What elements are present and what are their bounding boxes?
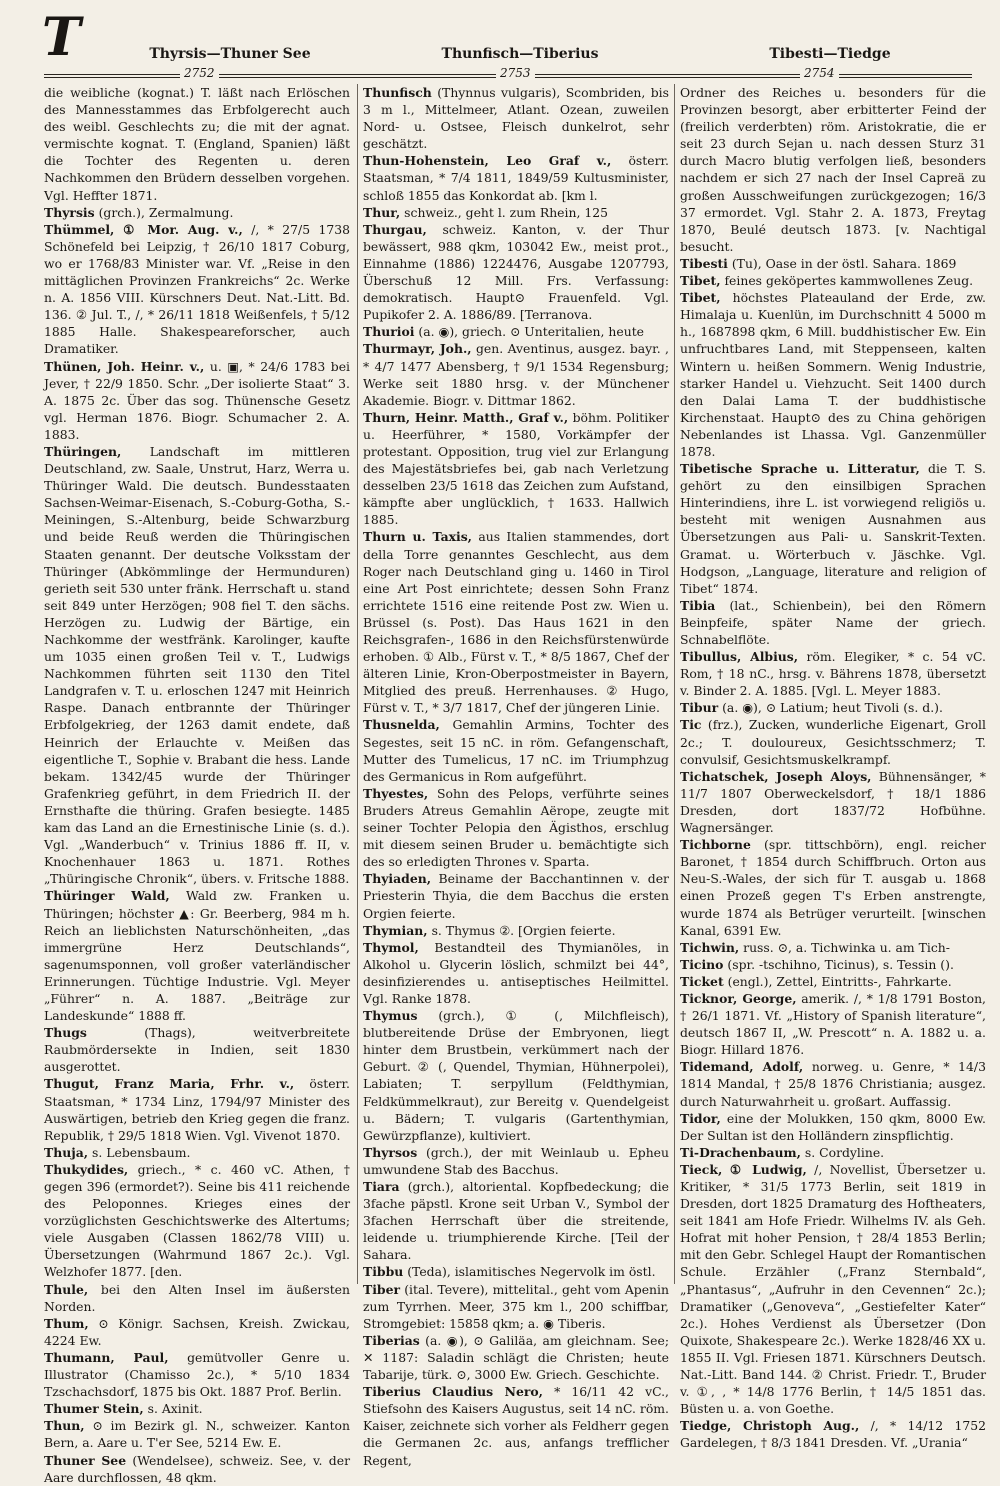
entry-headword: Thum, bbox=[44, 1315, 89, 1331]
text-column-right bbox=[680, 84, 986, 1451]
text-column-left bbox=[44, 84, 350, 1485]
entry-headword: Thuner See bbox=[44, 1452, 127, 1468]
page-number-center: 2753 bbox=[496, 66, 535, 80]
running-head-right: Tibesti—Tiedge bbox=[769, 46, 891, 62]
entry-headword: Thun, bbox=[44, 1418, 85, 1434]
dictionary-entry bbox=[680, 255, 986, 272]
entry-text: (grch.), der mit Weinlaub u. Epheu umwundene Stab des Bacchus. bbox=[363, 1144, 669, 1177]
entry-text: Landschaft im mittleren Deutschland, zw. Saale, Unstrut, Harz, Werra u. Thüringer Wald. Die deutsch. Bundesstaaten Sachsen-Weimar-Eisenach, S.-Coburg-Gotha, S.-Meiningen, S.-Altenburg, beide Schwarzburg und beide Reuß werden die Thüringischen Staaten genannt. Der deutsche Volksstam der Thüringer (Abkömmlinge der Hermunduren) gerieth seit 530 unter fränk. Herrschaft u. stand seit 849 unter Herzögen; 908 fiel T. den sächs. Herzögen zu. Ludwig der Bärtige, ein Nachkomme der westfränk. Karolinger, kaufte um 1035 einen großen Teil v. T., Ludwigs Nachkommen führten seit 1130 den Titel Landgrafen v. T. u. erloschen 1247 mit Heinrich Raspe. Danach entbrannte der Thüringer Erbfolgekrieg, der 1263 damit endete, daß Heinrich der Erlauchte v. Meißen das eigentliche T., Sophie v. Brabant die hess. Lande bekam. 1342/45 wurde der Thüringer Grafenkrieg geführt, in dem Friedrich II. der Ernsthafte die thüring. Grafen besiegte. 1485 kam das Land an die Ernestinische Linie (s. d.). Vgl. „Wanderbuch“ v. Trinius 1886 ff. II, v. Knochenhauer 1863 u. 1871. Rothes „Thüringische Chronik“, übers. v. Fritsche 1888. bbox=[44, 443, 350, 887]
entry-text: Gemahlin Armins, Tochter des Segestes, seit 15 nC. in röm. Gefangenschaft, Mutter des Tumelicus, 17 nC. im Triumphzug des Germanicus in Rom aufgeführt. bbox=[363, 717, 669, 784]
entry-text: (frz.), Zucken, wunderliche Eigenart, Groll 2c.; T. douloureux, Gesichtsschmerz; T. convulsif, Gesichtsmuskelkrampf. bbox=[680, 717, 986, 767]
entry-text: ⊙ Königr. Sachsen, Kreish. Zwickau, 4224 Ew. bbox=[44, 1315, 350, 1348]
entry-headword: Ticknor, George, bbox=[680, 990, 797, 1006]
entry-text: russ. ⊙, a. Tichwinka u. am Tich- bbox=[743, 939, 950, 955]
entry-text: (a. ◉), griech. ⊙ Unteritalien, heute bbox=[418, 324, 645, 340]
entry-headword: Tibia bbox=[680, 597, 716, 613]
dictionary-entry bbox=[44, 443, 350, 887]
dictionary-entry bbox=[363, 870, 669, 921]
dictionary-entry bbox=[680, 289, 986, 460]
entry-headword: Thymus bbox=[363, 1008, 418, 1024]
entry-text: /, * 14/12 1752 Gardelegen, † 8/3 1841 Dresden. Vf. „Urania“ bbox=[680, 1418, 986, 1451]
entry-headword: Thurmayr, Joh., bbox=[363, 341, 472, 357]
dictionary-entry bbox=[680, 1058, 986, 1109]
entry-headword: Thuja, bbox=[44, 1144, 89, 1160]
page-number-right: 2754 bbox=[800, 66, 839, 80]
dictionary-entry bbox=[680, 597, 986, 648]
entry-headword: Tieck, ① Ludwig, bbox=[680, 1161, 807, 1177]
dictionary-entry bbox=[363, 1263, 669, 1280]
dictionary-entry bbox=[680, 1144, 986, 1161]
dictionary-entry bbox=[44, 1400, 350, 1417]
dictionary-entry bbox=[680, 836, 986, 939]
entry-headword: Thule, bbox=[44, 1281, 89, 1297]
entry-headword: Thyestes, bbox=[363, 785, 429, 801]
dictionary-entry bbox=[680, 1161, 986, 1417]
dictionary-entry bbox=[363, 84, 669, 152]
entry-text: /, Novellist, Übersetzer u. Kritiker, * 31/5 1773 Berlin, seit 1819 in Dresden, dort 1825 Dramaturg des Hoftheaters, seit 1841 am Hofe Friedr. Wilhelms IV. als Geh. Hofrat mit hoher Pension, † 28/4 1853 Berlin; mit den Gebr. Schlegel Haupt der Romantischen Schule. Erzähler („Franz Sternbald“, „Phantasus“, „Aufruhr in den Cevennen“ 2c.); Dramatiker („Genoveva“, „Gestiefelter Kater“ 2c.). Hohes Verdienst als Übersetzer (Don Quixote, Shakespeare 2c.). Werke 1828/46 XX u. 1855 II. Vgl. Friesen 1871. Kürschners Deutsch. Nat.-Litt. Band 144. ② Christ. Friedr. T., Bruder v. ①, , * 14/8 1776 Berlin, † 14/5 1851 das. Büsten u. a. von Goethe. bbox=[680, 1161, 986, 1417]
dictionary-entry bbox=[680, 648, 986, 699]
entry-text: s. Cordyline. bbox=[804, 1144, 885, 1160]
entry-headword: Thymol, bbox=[363, 939, 419, 955]
dictionary-entry bbox=[44, 358, 350, 443]
running-head-center: Thunfisch—Tiberius bbox=[441, 46, 599, 62]
dictionary-entry bbox=[363, 221, 669, 324]
entry-headword: Ticket bbox=[680, 973, 724, 989]
entry-text: (engl.), Zettel, Eintritts-, Fahrkarte. bbox=[727, 973, 952, 989]
entry-headword: Tibur bbox=[680, 700, 719, 716]
entry-headword: Tibesti bbox=[680, 255, 728, 271]
entry-headword: Thugut, Franz Maria, Frhr. v., bbox=[44, 1076, 295, 1092]
entry-text: Wald zw. Franken u. Thüringen; höchster ▲: Gr. Beerberg, 984 m h. Reich an lieblichsten Naturschönheiten, „das immergrüne Herz Deutschlands“, sagenumsponnen, voll großer vaterländischer Erinnerungen. Tüchtige Industrie. Vgl. Meyer „Führer“ n. A. 1887. „Beiträge zur Landeskunde“ 1888 ff. bbox=[44, 888, 350, 1024]
text-column-center bbox=[363, 84, 669, 1468]
entry-text: * 16/11 42 vC., Stiefsohn des Kaisers Augustus, seit 14 nC. röm. Kaiser, zeichnete sich vorher als Feldherr gegen die Germanen 2c. aus, anfangs trefflicher Regent, bbox=[363, 1384, 669, 1468]
dictionary-entry bbox=[44, 84, 350, 204]
dictionary-entry bbox=[680, 768, 986, 836]
dictionary-entry bbox=[363, 340, 669, 408]
entry-headword: Thyiaden, bbox=[363, 871, 432, 887]
entry-headword: Thurn, Heinr. Matth., Graf v., bbox=[363, 409, 569, 425]
entry-text: bei den Alten Insel im äußersten Norden. bbox=[44, 1281, 350, 1314]
entry-headword: Thyrsos bbox=[363, 1144, 418, 1160]
entry-text: österr. Staatsman, * 7/4 1811, 1849/59 Kultusminister, schloß 1855 das Konkordat ab. [km l. bbox=[363, 153, 669, 203]
entry-text: (Teda), islamitisches Negervolk im östl. bbox=[407, 1264, 656, 1280]
dictionary-entry bbox=[44, 1452, 350, 1486]
entry-text: (Thynnus vulgaris), Scombriden, bis 3 m l., Mittelmeer, Atlant. Ozean, zuweilen Nord- u. Ostsee, Fleisch dunkelrot, sehr geschätzt. bbox=[363, 85, 669, 152]
dictionary-entry bbox=[363, 1383, 669, 1468]
entry-headword: Thüringer Wald, bbox=[44, 888, 170, 904]
dictionary-entry bbox=[363, 1332, 669, 1383]
entry-text: aus Italien stammendes, dort della Torre genanntes Geschlecht, aus dem Roger nach Deutschland ging u. 1460 in Tirol eine Art Post einrichtete; dessen Sohn Franz errichtete 1516 eine reitende Post zw. Wien u. Brüssel (s. Post). Das Haus 1621 in den Reichsgrafen-, 1686 in den Reichsfürstenwürde erhoben. ① Alb., Fürst v. T., * 8/5 1867, Chef der älteren Linie, Kron-Oberpostmeister in Bayern, Mitglied des preuß. Herrenhauses. ② Hugo, Fürst v. T., * 3/7 1817, Chef der jüngeren Linie. bbox=[363, 529, 669, 716]
entry-text: s. Lebensbaum. bbox=[92, 1144, 191, 1160]
entry-headword: Tibbu bbox=[363, 1264, 404, 1280]
dictionary-entry bbox=[680, 272, 986, 289]
entry-text: s. Thymus ②. [Orgien feierte. bbox=[431, 922, 616, 938]
entry-text: u. ▣, * 24/6 1783 bei Jever, † 22/9 1850. Schr. „Der isolierte Staat“ 3. A. 1875 2c. Über das sog. Thünensche Gesetz vgl. Herman 1876. Biogr. Schumacher 2. A. 1883. bbox=[44, 358, 350, 442]
entry-headword: Thünen, Joh. Heinr. v., bbox=[44, 358, 205, 374]
dictionary-entry bbox=[363, 1281, 669, 1332]
entry-text: ⊙ im Bezirk gl. N., schweizer. Kanton Bern, a. Aare u. T'er See, 5214 Ew. E. bbox=[44, 1418, 350, 1451]
entry-headword: Tiedge, Christoph Aug., bbox=[680, 1418, 860, 1434]
dictionary-entry bbox=[680, 716, 986, 767]
entry-text: Sohn des Pelops, verführte seines Bruders Atreus Gemahlin Aërope, zeugte mit seiner Tochter Pelopia den Ägisthos, erschlug mit diesem seinen Bruder u. bemächtigte sich des so erledigten Thrones v. Sparta. bbox=[363, 785, 669, 870]
entry-headword: Tibet, bbox=[680, 290, 721, 306]
entry-text: Ordner des Reiches u. besonders für die Provinzen besorgt, aber erbitterter Feind der (freilich verderbten) röm. Aristokratie, die er seit 23 durch Sejan u. nach dessen Sturz 31 durch Macro blutig verfolgen ließ, besonders nachdem er sich 27 nach der Insel Capreä zu großen Ausschweifungen zurückgezogen; 16/3 37 ermordet. Vgl. Stahr 2. A. 1873, Freytag 1870, Beulé deutsch 1873. [v. Nachtigal besucht. bbox=[680, 85, 986, 254]
dictionary-entry bbox=[363, 716, 669, 784]
entry-text: (a. ◉), ⊙ Galiläa, am gleichnam. See; ✕ 1187: Saladin schlägt die Christen; heute Tabarije, türk. ⊙, 3000 Ew. Griech. Geschichte. bbox=[363, 1332, 669, 1383]
entry-text: österr. Staatsman, * 1734 Linz, 1794/97 Minister des Auswärtigen, betrieb den Krieg gegen die franz. Republik, † 29/5 1818 Wien. Vgl. Vivenot 1870. bbox=[44, 1076, 350, 1143]
column-divider bbox=[674, 84, 675, 1284]
dictionary-entry bbox=[680, 939, 986, 956]
entry-headword: Tic bbox=[680, 717, 702, 733]
entry-text: feines geköpertes kammwollenes Zeug. bbox=[724, 273, 974, 289]
entry-text: (a. ◉), ⊙ Latium; heut Tivoli (s. d.). bbox=[722, 700, 943, 716]
entry-text: norweg. u. Genre, * 14/3 1814 Mandal, † 25/8 1876 Christiania; ausgez. durch Naturwahrheit u. großart. Auffassig. bbox=[680, 1059, 986, 1109]
entry-text: (grch.), Zermalmung. bbox=[98, 204, 234, 220]
entry-headword: Ticino bbox=[680, 956, 724, 972]
entry-text: gen. Aventinus, ausgez. bayr. , * 4/7 1477 Abensberg, † 9/1 1534 Regensburg; Werke seit 1880 hrsg. v. der Münchener Akademie. Biogr. v. Dittmar 1862. bbox=[363, 341, 669, 408]
entry-headword: Tiberias bbox=[363, 1332, 420, 1348]
entry-headword: Thukydides, bbox=[44, 1161, 129, 1177]
page-number-left: 2752 bbox=[180, 66, 219, 80]
entry-headword: Tibet, bbox=[680, 273, 721, 289]
column-divider bbox=[357, 84, 358, 1284]
entry-headword: Thurn u. Taxis, bbox=[363, 529, 472, 545]
entry-headword: Ti-Drachenbaum, bbox=[680, 1144, 801, 1160]
entry-text: (spr. -tschihno, Ticinus), s. Tessin (). bbox=[727, 956, 954, 972]
entry-headword: Thyrsis bbox=[44, 204, 95, 220]
entry-text: eine der Molukken, 150 qkm, 8000 Ew. Der Sultan ist den Holländern zinspflichtig. bbox=[680, 1110, 986, 1143]
entry-headword: Thumann, Paul, bbox=[44, 1349, 169, 1365]
entry-text: (spr. tittschbörn), engl. reicher Baronet, † 1854 durch Schiffbruch. Orton aus Neu-S.-Wales, der sich für T. ausgab u. 1868 einen Prozeß gegen T's Erben anstrengte, wurde 1874 als Betrüger verurteilt. [winschen Kanal, 6391 Ew. bbox=[680, 837, 986, 938]
entry-text: Beiname der Bacchantinnen v. der Priesterin Thyia, die dem Bacchus die ersten Orgien feierte. bbox=[363, 871, 669, 921]
entry-text: (grch.), altoriental. Kopfbedeckung; die 3fache päpstl. Krone seit Urban V., Symbol der 3fachen Herrschaft über die streitende, leidende u. triumphierende Kirche. [Teil der Sahara. bbox=[363, 1179, 669, 1263]
entry-headword: Thusnelda, bbox=[363, 717, 440, 733]
dictionary-entry bbox=[363, 1144, 669, 1178]
entry-headword: Thümmel, ① Mor. Aug. v., bbox=[44, 221, 243, 237]
entry-headword: Thugs bbox=[44, 1025, 87, 1041]
entry-text: die weibliche (kognat.) T. läßt nach Erlöschen des Mannesstammes das Erbfolgerecht auch des weibl. Geschlechts zu; die mit der agnat. vermischte kognat. T. (England, Spanien) läßt die Tochter des Regenten u. deren Nachkommen den Brüdern desselben vorgehen. Vgl. Heffter 1871. bbox=[44, 85, 350, 203]
dictionary-entry bbox=[680, 84, 986, 255]
dictionary-entry bbox=[44, 1315, 350, 1349]
entry-text: schweiz., geht l. zum Rhein, 125 bbox=[404, 204, 608, 220]
entry-text: (Tu), Oase in der östl. Sahara. 1869 bbox=[731, 255, 957, 271]
entry-text: (Thags), weitverbreitete Raubmördersekte in Indien, seit 1830 ausgerottet. bbox=[44, 1025, 350, 1075]
dictionary-entry bbox=[680, 1110, 986, 1144]
dictionary-entry bbox=[363, 323, 669, 340]
entry-headword: Tiara bbox=[363, 1179, 400, 1194]
entry-text: (Wendelsee), schweiz. See, v. der Aare durchflossen, 48 qkm. bbox=[44, 1452, 350, 1485]
entry-text: (ital. Tevere), mittelital., geht vom Apenin zum Tyrrhen. Meer, 375 km l., 200 schiffbar, Stromgebiet: 15858 qkm; a. ◉ Tiberis. bbox=[363, 1281, 669, 1331]
dictionary-entry bbox=[680, 973, 986, 990]
entry-headword: Thur, bbox=[363, 204, 401, 220]
dictionary-entry bbox=[44, 1161, 350, 1281]
dictionary-entry bbox=[680, 990, 986, 1058]
dictionary-entry bbox=[363, 1007, 669, 1144]
page-number-row bbox=[0, 66, 1000, 80]
dictionary-entry bbox=[680, 1417, 986, 1451]
entry-headword: Tiberius Claudius Nero, bbox=[363, 1384, 543, 1400]
entry-headword: Thunfisch bbox=[363, 85, 432, 100]
entry-text: Bestandteil des Thymianöles, in Alkohol u. Glycerin löslich, schmilzt bei 44°, desinfizierendes u. antiseptisches Heilmittel. Vgl. Ranke 1878. bbox=[363, 939, 669, 1006]
entry-text: schweiz. Kanton, v. der Thur bewässert, 988 qkm, 103042 Ew., meist prot., Einnahme (1886) 1224476, Ausgabe 1207793, Überschuß 12 Mill. Frs. Verfassung: demokratisch. Haupt⊙ Frauenfeld. Vgl. Pupikofer 2. A. 1886/89. [Terranova. bbox=[363, 221, 669, 323]
entry-headword: Thurgau, bbox=[363, 221, 427, 237]
dictionary-entry bbox=[44, 887, 350, 1024]
page-section-letter: T bbox=[42, 7, 81, 68]
entry-text: (lat., Schienbein), bei den Römern Beinpfeife, später Name der griech. Schnabelflöte. bbox=[680, 597, 986, 647]
entry-text: s. Axinit. bbox=[147, 1401, 203, 1417]
entry-headword: Tichborne bbox=[680, 837, 751, 853]
dictionary-entry bbox=[44, 204, 350, 221]
entry-text: /, * 27/5 1738 Schönefeld bei Leipzig, † 26/10 1817 Coburg, wo er 1768/83 Minister war. Vf. „Reise in den mittäglichen Provinzen Frankreichs“ 2c. Werke n. A. 1856 VIII. Kürschners Deut. Nat.-Litt. Bd. 136. ② Jul. T., /, * 26/11 1818 Weißenfels, † 5/12 1885 Halle. Shakespeareforscher, auch Dramatiker. bbox=[44, 221, 350, 357]
entry-text: röm. Elegiker, * c. 54 vC. Rom, † 18 nC., hrsg. v. Bährens 1878, übersetzt v. Binder 2. A. 1885. [Vgl. L. Meyer 1883. bbox=[680, 649, 986, 699]
entry-headword: Thüringen, bbox=[44, 443, 122, 459]
dictionary-entry bbox=[363, 922, 669, 939]
entry-text: böhm. Politiker u. Heerführer, * 1580, Vorkämpfer der protestant. Opposition, trug viel zur Erlangung des Majestätsbriefes bei, gab nach Verletzung desselben 23/5 1618 das Zeichen zum Aufstand, kämpfte aber unglücklich, † 1633. Hallwich 1885. bbox=[363, 409, 669, 528]
dictionary-entry bbox=[363, 939, 669, 1007]
dictionary-entry bbox=[363, 409, 669, 529]
entry-text: Bühnensänger, * 11/7 1807 Oberweckelsdorf, † 18/1 1886 Dresden, dort 1837/72 Hofbühne. Wagnersänger. bbox=[680, 768, 986, 836]
dictionary-entry bbox=[363, 785, 669, 870]
entry-headword: Thumer Stein, bbox=[44, 1401, 144, 1417]
dictionary-entry bbox=[44, 1417, 350, 1451]
entry-text: gemütvoller Genre u. Illustrator (Chamisso 2c.), * 5/10 1834 Tzschachsdorf, 1875 bis Okt. 1887 Prof. Berlin. bbox=[44, 1349, 350, 1400]
dictionary-entry bbox=[363, 152, 669, 203]
entry-headword: Thurioi bbox=[363, 324, 415, 340]
dictionary-entry bbox=[363, 204, 669, 221]
dictionary-entry bbox=[44, 1281, 350, 1315]
entry-text: (grch.), ① (, Milchfleisch), blutbereitende Drüse der Embryonen, liegt hinter dem Brustbein, verkümmert nach der Geburt. ② (, Quendel, Thymian, Hühnerpolei), Labiaten; T. serpyllum (Feldthymian, Feldkümmelkraut), zur Bereitg v. Quendelgeist u. Bädern; T. vulgaris (Gartenthymian, Gewürzpflanze), kultiviert. bbox=[363, 1008, 669, 1143]
entry-text: die T. S. gehört zu den einsilbigen Sprachen Hinterindiens, ihre L. ist vorwiegend religiös u. besteht mit wenigen Ausnahmen aus Übersetzungen aus Pali- u. Sanskrit-Texten. Gramat. u. Wörterbuch v. Jäschke. Vgl. Hodgson, „Language, literature and religion of Tibet“ 1874. bbox=[680, 461, 986, 596]
entry-headword: Tibullus, Albius, bbox=[680, 649, 799, 665]
entry-headword: Tichatschek, Joseph Aloys, bbox=[680, 768, 872, 784]
entry-text: amerik. /, * 1/8 1791 Boston, † 26/1 1871. Vf. „History of Spanish literature“, deutsch 1867 II, „W. Prescott“ n. A. 1882 u. a. Biogr. Hillard 1876. bbox=[680, 990, 986, 1058]
entry-headword: Tidor, bbox=[680, 1110, 721, 1126]
entry-headword: Tichwin, bbox=[680, 939, 740, 955]
dictionary-entry bbox=[363, 1178, 669, 1263]
dictionary-entry bbox=[680, 699, 986, 716]
dictionary-entry bbox=[44, 221, 350, 358]
dictionary-entry bbox=[44, 1349, 350, 1400]
dictionary-entry bbox=[44, 1075, 350, 1143]
entry-headword: Thun-Hohenstein, Leo Graf v., bbox=[363, 153, 612, 169]
entry-headword: Tidemand, Adolf, bbox=[680, 1059, 804, 1075]
running-head-left: Thyrsis—Thuner See bbox=[149, 46, 311, 62]
entry-text: griech., * c. 460 vC. Athen, † gegen 396 (ermordet?). Seine bis 411 reichende des Peloponnes. Krieges eines der vorzüglichsten Geschichtswerke des Altertums; viele Ausgaben (Classen 1862/78 VIII) u. Übersetzungen (Wahrmund 1867 2c.). Vgl. Welzhofer 1877. [den. bbox=[44, 1161, 350, 1280]
dictionary-entry bbox=[363, 528, 669, 716]
dictionary-entry bbox=[680, 956, 986, 973]
entry-headword: Tiber bbox=[363, 1281, 401, 1297]
entry-text: höchstes Plateauland der Erde, zw. Himalaja u. Kuenlün, im Durchschnitt 4 5000 m h., 1687898 qkm, 6 Mill. buddhistischer Ew. Ein unfruchtbares Land, mit Steppenseen, kalten Wintern u. heißen Sommern. Wenig Industrie, starker Handel u. Viehzucht. Seit 1400 durch den Dalai Lama T. der buddhistische Kirchenstaat. Haupt⊙ des zu China gehörigen Nebenlandes ist Lhassa. Vgl. Ganzenmüller 1878. bbox=[680, 290, 986, 459]
entry-headword: Tibetische Sprache u. Litteratur, bbox=[680, 461, 920, 477]
dictionary-entry bbox=[680, 460, 986, 597]
entry-headword: Thymian, bbox=[363, 922, 428, 938]
dictionary-entry bbox=[44, 1144, 350, 1161]
dictionary-entry bbox=[44, 1024, 350, 1075]
